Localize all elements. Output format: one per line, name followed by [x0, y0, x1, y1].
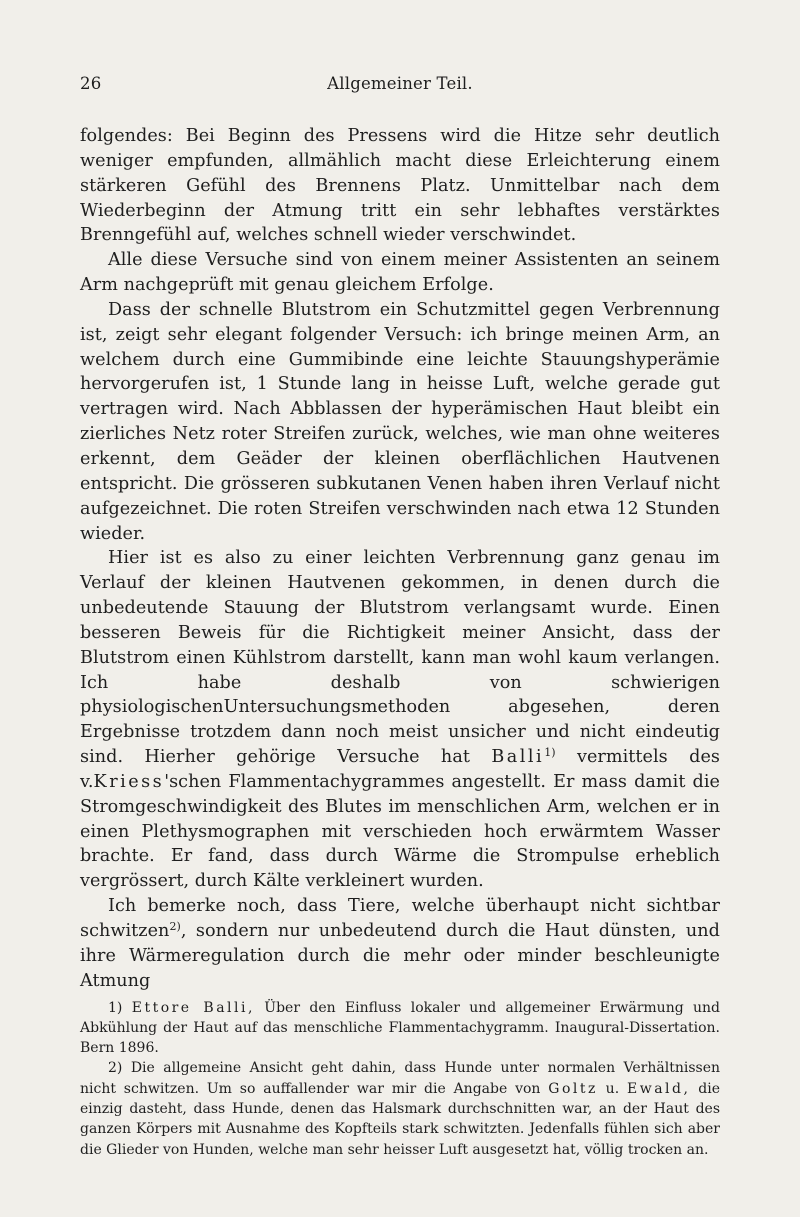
footnote-1-author: Ettore Balli, — [131, 999, 255, 1016]
paragraph-4 — [80, 546, 720, 894]
footnote-2-text-2: die einzig dasteht, dass Hunde, denen das Halsmark durchschnitten war, an der Haut des ganzen Körpers mit Ausnahme des Kopfteils stark schwitzten. Jedenfalls fühlen sich aber die Glieder von Hunden, welche man sehr heisser Luft ausgesetzt hat, völlig trocken an. — [80, 1080, 720, 1158]
author-name-balli: Balli — [491, 747, 545, 768]
running-title: Allgemeiner Teil. — [327, 74, 473, 93]
paragraph-4-text-3: 'schen Flammentachygrammes angestellt. Er mass damit die Stromgeschwindigkeit des Blutes im menschlichen Arm, welchen er in einen Plethysmographen mit verschieden hoch erwärmtem Wasser brachte. Er fand, dass durch Wärme die Strompulse erheblich vergrössert, durch Kälte verkleinert wurden. — [80, 771, 720, 892]
footnote-2-mid: u. — [597, 1080, 627, 1097]
footnotes — [80, 998, 720, 1160]
footnote-2-name-goltz: Goltz — [548, 1080, 598, 1097]
footnote-2-text-1: Die allgemeine Ansicht geht dahin, dass Hunde unter normalen Verhältnissen nicht schwitzen. Um so auffallender war mir die Angabe von — [80, 1060, 720, 1097]
paragraph-4-text-2: vermittels des v. — [80, 747, 720, 792]
footnote-2-name-ewald: Ewald, — [626, 1080, 691, 1097]
footnote-1-marker: 1) — [108, 999, 123, 1016]
footnote-1-text: Über den Einfluss lokaler und allgemeiner Erwärmung und Abkühlung der Haut auf das menschliche Flammentachygramm. Inaugural-Dissertation. Bern 1896. — [80, 999, 720, 1057]
footnote-1 — [80, 998, 720, 1059]
paragraph-5 — [80, 894, 720, 993]
page-header — [80, 74, 720, 104]
body-text — [80, 124, 720, 994]
page-number: 26 — [80, 74, 102, 93]
paragraph-4-text-1: Hier ist es also zu einer leichten Verbrennung ganz genau im Verlauf der kleinen Hautvenen gekommen, in denen durch die unbedeutende Stauung der Blutstrom verlangsamt wurde. Einen besseren Beweis für die Richtigkeit meiner Ansicht, dass der Blutstrom einen Kühlstrom darstellt, kann man wohl kaum verlangen. Ich habe deshalb von schwierigen physiologischenUntersuchungsmethoden abgesehen, deren Ergebnisse trotzdem dann noch meist unsicher und nicht eindeutig sind. Hierher gehörige Versuche hat — [80, 548, 720, 768]
paragraph-1: folgendes: Bei Beginn des Pressens wird die Hitze sehr deutlich weniger empfunden, allmählich macht diese Erleichterung einem stärkeren Gefühl des Brennens Platz. Unmittelbar nach dem Wiederbeginn der Atmung tritt ein sehr lebhaftes verstärktes Brenngefühl auf, welches schnell wieder verschwindet. — [80, 126, 720, 246]
footnote-2 — [80, 1058, 720, 1159]
footnote-ref-2: 2) — [169, 920, 181, 933]
footnote-ref-1: 1) — [544, 746, 556, 760]
author-name-kriess: Kriess — [93, 771, 165, 792]
paragraph-5-text-2: , sondern nur unbedeutend durch die Haut dünsten, und ihre Wärmeregulation durch die mehr oder minder beschleunigte Atmung — [80, 921, 720, 991]
paragraph-2: Alle diese Versuche sind von einem meiner Assistenten an seinem Arm nachgeprüft mit genau gleichem Erfolge. — [80, 250, 720, 296]
paragraph-3: Dass der schnelle Blutstrom ein Schutzmittel gegen Verbrennung ist, zeigt sehr elegant folgender Versuch: ich bringe meinen Arm, an welchem durch eine Gummibinde eine leichte Stauungshyperämie hervorgerufen ist, 1 Stunde lang in heisse Luft, welche gerade gut vertragen wird. Nach Abblassen der hyperämischen Haut bleibt ein zierliches Netz roter Streifen zurück, welches, wie man ohne weiteres erkennt, dem Geäder der kleinen oberflächlichen Hautvenen entspricht. Die grösseren subkutanen Venen haben ihren Verlauf nicht aufgezeichnet. Die roten Streifen verschwinden nach etwa 12 Stunden wieder. — [80, 299, 720, 544]
paragraph-5-text-1: Ich bemerke noch, dass Tiere, welche überhaupt nicht sichtbar schwitzen — [80, 896, 720, 941]
footnote-2-marker: 2) — [108, 1060, 123, 1077]
book-page — [80, 74, 720, 1160]
